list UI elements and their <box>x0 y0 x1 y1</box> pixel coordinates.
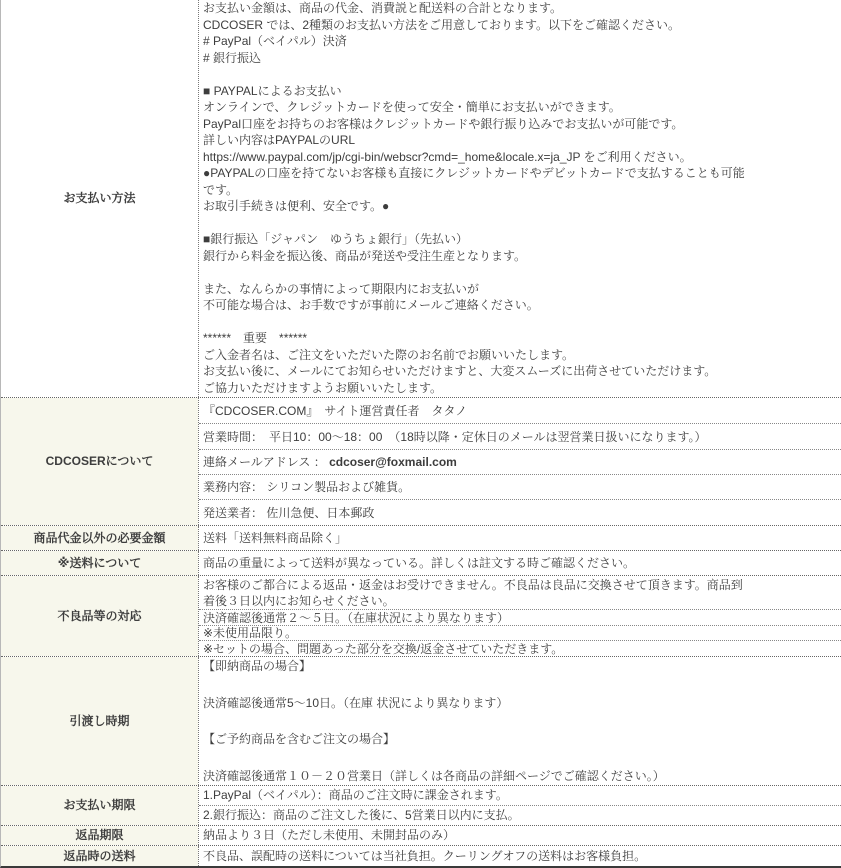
text-line: 1.PayPal（ベイパル）：商品のご注文時に課金されます。 <box>203 788 508 802</box>
text-line: ■銀行振込「ジャパン ゆうちょ銀行」（先払い） <box>203 232 469 246</box>
text-line: 業務内容： シリコン製品および雑貨。 <box>203 480 411 494</box>
text-line: 銀行から料金を振込後、商品が発送や受注生産となります。 <box>203 248 527 263</box>
text-line: また、なんらかの事情によって期限内にお支払いが <box>203 281 480 296</box>
text-line: ご協力いただけますようお願いいたします。 <box>203 380 443 395</box>
text-line: # PayPal（ベイパル）決済 <box>203 34 347 48</box>
text-line: PayPal口座をお持ちのお客様はクレジットカードや銀行振り込みでお支払いが可能です。 <box>203 116 684 131</box>
text-line <box>203 748 841 766</box>
text-line: 着後３日以内にお知らせください。 <box>203 593 395 608</box>
section-about-cdcoser <box>1 397 841 525</box>
section-return-deadline <box>1 825 841 845</box>
row-header-about-shipping: ※送料について <box>1 551 198 575</box>
section-defective-items <box>1 575 841 656</box>
table-row <box>199 640 841 656</box>
section-extra-charges <box>1 525 841 550</box>
text-line: 決済確認後通常１０－２０営業日（詳しくは各商品の詳細ページでご確認ください。） <box>203 768 665 783</box>
table-row <box>199 657 841 785</box>
table-row <box>199 0 841 396</box>
table-row <box>199 551 841 575</box>
text-line: 納品より３日（ただし未使用、未開封品のみ） <box>203 828 456 842</box>
row-header-about-cdcoser: CDCOSERについて <box>1 398 198 525</box>
text-line: 発送業者： 佐川急便、日本郵政 <box>203 505 375 520</box>
table-row <box>199 609 841 625</box>
text-line <box>203 314 841 331</box>
section-content <box>198 846 841 866</box>
section-payment-deadline <box>1 785 841 825</box>
text-line <box>203 264 841 281</box>
text-line: 【即納商品の場合】 <box>203 659 312 674</box>
text-line: お支払い後に、メールにてお知らせいただけますと、大変スムーズに出荷させていただけます。 <box>203 364 717 378</box>
section-delivery-time <box>1 656 841 785</box>
row-header-defective-items: 不良品等の対応 <box>1 576 198 656</box>
section-content <box>198 657 841 785</box>
text-line: ■ PAYPALによるお支払い <box>203 83 342 98</box>
row-header-payment-method: お支払い方法 <box>1 0 198 397</box>
section-content <box>198 0 841 397</box>
text-line: ●PAYPALの口座を持てないお客様も直接にクレジットカードやデビットカードで支払することも可能 <box>203 166 745 180</box>
text-line: 【ご予約商品を含むご注文の場合】 <box>203 732 396 747</box>
text-line: ※未使用品限り。 <box>203 626 298 640</box>
text-line: お取引手続きは便利、安全です。● <box>203 199 390 213</box>
table-row <box>199 846 841 867</box>
text-line: ****** 重要 ****** <box>203 331 308 345</box>
row-header-return-deadline: 返品期限 <box>1 826 198 845</box>
text-line: です。 <box>203 182 239 197</box>
text-line: お客様のご都合による返品・返金はお受けできません。不良品は良品に交換させて頂きます。商品到 <box>203 577 743 592</box>
text-line: お支払い金額は、商品の代金、消費説と配送料の合計となります。 <box>203 1 563 15</box>
text-line: 不可能な場合は、お手数ですが事前にメールご連絡ください。 <box>203 298 539 312</box>
section-return-shipping <box>1 845 841 866</box>
text-line: 決済確認後通常5～10日。（在庫 状況により異なります） <box>203 695 509 710</box>
section-content <box>198 786 841 825</box>
table-row <box>199 576 841 609</box>
section-content <box>198 398 841 525</box>
email-label: 連絡メールアドレス ： <box>203 455 330 469</box>
text-line: 営業時間： 平日10：00～18：00 （18時以降・定休日のメールは翌営業日扱いになります。） <box>203 429 707 444</box>
section-about-shipping <box>1 550 841 575</box>
text-line <box>203 66 841 83</box>
row-header-delivery-time: 引渡し時期 <box>1 657 198 785</box>
text-line: 『CDCOSER.COM』 サイト運営責任者 タタノ <box>203 403 468 418</box>
text-line: 決済確認後通常２～５日。（在庫状況により異なります） <box>203 610 510 625</box>
section-content <box>198 551 841 575</box>
table-row <box>199 805 841 825</box>
table-row <box>199 474 841 499</box>
text-line: https://www.paypal.com/jp/cgi-bin/webscr?cmd=_home&locale.x=ja_JP をご利用ください。 <box>203 149 692 164</box>
table-row <box>199 499 841 525</box>
text-line <box>203 675 841 693</box>
text-line: 送料「送料無料商品除く」 <box>203 531 348 545</box>
text-line: ※セットの場合、問題あった部分を交換/返金させていただきます。 <box>203 641 564 656</box>
table-row <box>199 826 841 845</box>
text-line: オンラインで、クレジットカードを使って安全・簡単にお支払いができます。 <box>203 100 621 114</box>
text-line: 詳しい内容はPAYPALのURL <box>203 133 356 147</box>
table-row <box>199 449 841 474</box>
section-payment-method <box>1 0 841 397</box>
table-row <box>199 423 841 449</box>
table-row <box>199 786 841 805</box>
row-header-return-shipping: 返品時の送料 <box>1 846 198 866</box>
text-line: # 銀行振込 <box>203 50 262 65</box>
text-line <box>203 215 841 232</box>
table-row <box>199 625 841 640</box>
text-line <box>203 712 841 730</box>
section-content <box>198 826 841 845</box>
table-row <box>199 526 841 550</box>
text-line: 商品の重量によって送料が異なっている。詳しくは註文する時ご確認ください。 <box>203 556 636 570</box>
row-header-extra-charges: 商品代金以外の必要金額 <box>1 526 198 550</box>
row-header-payment-deadline: お支払い期限 <box>1 786 198 825</box>
text-line: 2.銀行振込：商品のご注文した後に、5営業日以内に支払。 <box>203 808 520 822</box>
section-content <box>198 526 841 550</box>
section-content <box>198 576 841 656</box>
text-line: ご入金者名は、ご注文をいただいた際のお名前でお願いいたします。 <box>203 347 575 362</box>
contact-email-line <box>203 454 841 470</box>
email-address: cdcoser@foxmail.com <box>329 455 457 469</box>
text-line: CDCOSER では、2種類のお支払い方法をご用意しております。以下をご確認ください。 <box>203 17 681 32</box>
text-line: 不良品、誤配時の送料については当社負担。クーリングオフの送料はお客様負担。 <box>203 849 647 863</box>
table-sections <box>1 0 841 866</box>
table-row <box>199 398 841 423</box>
